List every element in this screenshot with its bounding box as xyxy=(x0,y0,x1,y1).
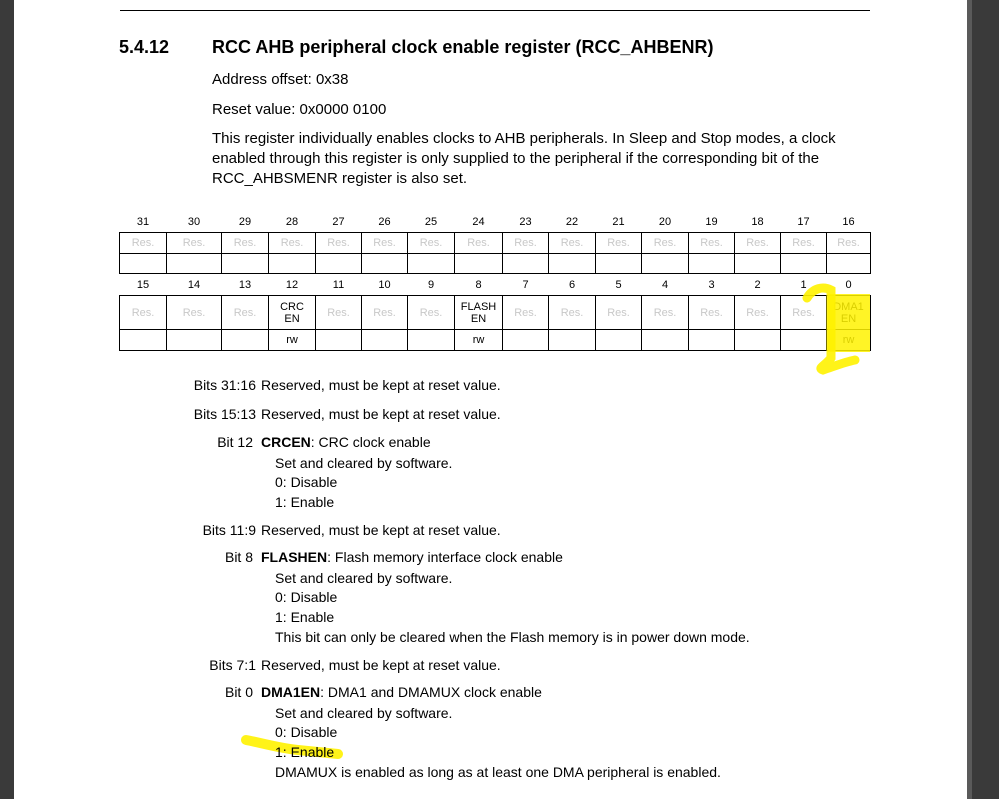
intro-paragraph: This register individually enables clocks to AHB peripherals. In Sleep and Stop modes, a clock enabled through this register is only supplied to the peripheral if the corresponding bit of the RCC_AHBSMENR register is also set. xyxy=(212,130,836,187)
reserved-cell-16: Res. xyxy=(827,233,871,254)
bit0-line-1: Set and cleared by software. xyxy=(275,705,453,721)
reserved-cell-20: Res. xyxy=(642,233,689,254)
reserved-cell-10: Res. xyxy=(362,296,408,330)
bit-number-5: 5 xyxy=(615,278,622,291)
bit-number-16: 16 xyxy=(842,215,855,228)
reserved-cell-15: Res. xyxy=(120,296,167,330)
field-cell-flashen xyxy=(455,296,503,330)
reserved-cell-21: Res. xyxy=(596,233,642,254)
bit-text-11-9: Reserved, must be kept at reset value. xyxy=(261,522,501,538)
bit-number-8: 8 xyxy=(475,278,482,291)
bit-label-0: Bit 0 xyxy=(224,684,253,700)
reserved-cell-14: Res. xyxy=(167,296,222,330)
bit-label-15-13: Bits 15:13 xyxy=(193,406,256,422)
access-cell-28 xyxy=(269,254,316,274)
bit-number-19: 19 xyxy=(705,215,718,228)
access-cell-6 xyxy=(549,330,596,351)
reserved-cell-24: Res. xyxy=(455,233,503,254)
bit-number-12: 12 xyxy=(285,278,299,291)
bit-number-3: 3 xyxy=(708,278,715,291)
bit-number-10: 10 xyxy=(378,278,391,291)
bit-number-20: 20 xyxy=(658,215,672,228)
bit-text-15-13: Reserved, must be kept at reset value. xyxy=(261,406,501,422)
access-cell-21 xyxy=(596,254,642,274)
access-cell-22 xyxy=(549,254,596,274)
bit-number-18: 18 xyxy=(751,215,764,228)
bit-number-26: 26 xyxy=(378,215,391,228)
reserved-cell-22: Res. xyxy=(549,233,596,254)
access-cell-crcen: rw xyxy=(269,330,316,351)
field-label-crc-2: EN xyxy=(284,312,300,325)
bit-number-9: 9 xyxy=(427,278,435,291)
field-row-low xyxy=(120,296,871,330)
field-label-crc-1: CRC xyxy=(280,300,304,313)
access-cell-15 xyxy=(120,330,167,351)
reserved-cell-11: Res. xyxy=(316,296,362,330)
bit-heading-12: CRCEN: CRC clock enable xyxy=(261,434,431,450)
reserved-cell-13: Res. xyxy=(222,296,269,330)
bit-number-4: 4 xyxy=(661,278,669,291)
access-cell-9 xyxy=(408,330,455,351)
access-cell-13 xyxy=(222,330,269,351)
access-cell-10 xyxy=(362,330,408,351)
reserved-cell-28: Res. xyxy=(269,233,316,254)
bit-label-11-9: Bits 11:9 xyxy=(202,522,256,538)
bit-number-15: 15 xyxy=(136,278,150,291)
bit-number-13: 13 xyxy=(238,278,252,291)
section-number: 5.4.12 xyxy=(119,37,170,57)
bit8-line-2: 0: Disable xyxy=(275,589,338,605)
bit-number-23: 23 xyxy=(519,215,532,228)
section-title: RCC AHB peripheral clock enable register (RCC_AHBENR) xyxy=(212,37,714,57)
access-row-low xyxy=(120,330,871,351)
bit8-line-3: 1: Enable xyxy=(275,609,335,625)
bit-number-row-high xyxy=(120,211,871,233)
bit-number-28: 28 xyxy=(285,215,299,228)
bit-number-29: 29 xyxy=(238,215,252,228)
bit12-line-1: Set and cleared by software. xyxy=(275,455,453,471)
bit-label-12: Bit 12 xyxy=(217,434,253,450)
access-cell-16 xyxy=(827,254,871,274)
bit-number-31: 31 xyxy=(136,215,150,228)
field-label-flash-1: FLASH xyxy=(460,300,497,313)
access-cell-17 xyxy=(781,254,827,274)
bit-text-7-1: Reserved, must be kept at reset value. xyxy=(261,657,501,673)
reserved-cell-7: Res. xyxy=(503,296,549,330)
bit-text-31-16: Reserved, must be kept at reset value. xyxy=(261,377,501,393)
top-rule xyxy=(120,10,870,11)
field-cell-crcen xyxy=(269,296,316,330)
window-scrollbar[interactable] xyxy=(967,0,999,799)
bit0-line-3: 1: Enable xyxy=(275,744,335,760)
reserved-cell-26: Res. xyxy=(362,233,408,254)
bit8-line-4: This bit can only be cleared when the Flash memory is in power down mode. xyxy=(275,629,750,645)
register-table-low xyxy=(119,274,871,351)
access-cell-25 xyxy=(408,254,455,274)
access-cell-19 xyxy=(689,254,735,274)
access-cell-24 xyxy=(455,254,503,274)
bit-number-6: 6 xyxy=(568,278,576,291)
field-label-flash-2: EN xyxy=(470,312,487,325)
bit-label-31-16: Bits 31:16 xyxy=(193,377,256,393)
access-cell-27 xyxy=(316,254,362,274)
bit-number-17: 17 xyxy=(797,215,810,228)
reserved-cell-4: Res. xyxy=(642,296,689,330)
bit8-line-1: Set and cleared by software. xyxy=(275,570,453,586)
access-cell-11 xyxy=(316,330,362,351)
reserved-cell-27: Res. xyxy=(316,233,362,254)
field-row-high xyxy=(120,233,871,254)
address-offset: Address offset: 0x38 xyxy=(212,71,349,88)
bit-number-21: 21 xyxy=(612,215,625,228)
bit12-line-3: 1: Enable xyxy=(275,494,335,510)
reserved-cell-6: Res. xyxy=(549,296,596,330)
reserved-cell-9: Res. xyxy=(408,296,455,330)
access-cell-23 xyxy=(503,254,549,274)
bit-label-8: Bit 8 xyxy=(224,549,253,565)
bit-number-1: 1 xyxy=(800,278,807,291)
access-cell-flashen: rw xyxy=(455,330,503,351)
access-cell-30 xyxy=(167,254,222,274)
access-cell-18 xyxy=(735,254,781,274)
reserved-cell-19: Res. xyxy=(689,233,735,254)
reserved-cell-18: Res. xyxy=(735,233,781,254)
bit-number-7: 7 xyxy=(522,278,529,291)
reserved-cell-5: Res. xyxy=(596,296,642,330)
access-cell-3 xyxy=(689,330,735,351)
reserved-cell-17: Res. xyxy=(781,233,827,254)
bit-number-27: 27 xyxy=(332,215,345,228)
bit-number-2: 2 xyxy=(754,278,761,291)
bit-number-14: 14 xyxy=(187,278,201,291)
bit-heading-0: DMA1EN: DMA1 and DMAMUX clock enable xyxy=(261,684,542,700)
reset-value: Reset value: 0x0000 0100 xyxy=(212,101,387,118)
access-row-high xyxy=(120,254,871,274)
bit0-line-2: 0: Disable xyxy=(275,724,338,740)
bit-number-11: 11 xyxy=(332,278,345,291)
bit-label-7-1: Bits 7:1 xyxy=(209,657,256,673)
access-cell-4 xyxy=(642,330,689,351)
access-cell-14 xyxy=(167,330,222,351)
highlight-stroke-register xyxy=(795,278,875,378)
access-cell-7 xyxy=(503,330,549,351)
reserved-cell-3: Res. xyxy=(689,296,735,330)
bit-number-24: 24 xyxy=(472,215,485,228)
reserved-cell-1: Res. xyxy=(781,296,827,330)
bit-heading-8: FLASHEN: Flash memory interface clock enable xyxy=(261,549,563,565)
reserved-cell-25: Res. xyxy=(408,233,455,254)
reserved-cell-2: Res. xyxy=(735,296,781,330)
access-cell-5 xyxy=(596,330,642,351)
bit-number-25: 25 xyxy=(424,215,438,228)
bit12-line-2: 0: Disable xyxy=(275,474,338,490)
window-edge-left xyxy=(0,0,14,799)
reserved-cell-29: Res. xyxy=(222,233,269,254)
access-cell-26 xyxy=(362,254,408,274)
reserved-cell-30: Res. xyxy=(167,233,222,254)
bit-number-22: 22 xyxy=(565,215,579,228)
access-cell-20 xyxy=(642,254,689,274)
access-cell-2 xyxy=(735,330,781,351)
reserved-cell-31: Res. xyxy=(120,233,167,254)
bit-number-0: 0 xyxy=(845,278,852,291)
register-table-high xyxy=(119,211,871,274)
access-cell-29 xyxy=(222,254,269,274)
access-cell-31 xyxy=(120,254,167,274)
bit-number-30: 30 xyxy=(187,215,201,228)
bit-number-row-low xyxy=(120,274,871,296)
reserved-cell-23: Res. xyxy=(503,233,549,254)
bit0-line-4: DMAMUX is enabled as long as at least one DMA peripheral is enabled. xyxy=(275,764,721,780)
